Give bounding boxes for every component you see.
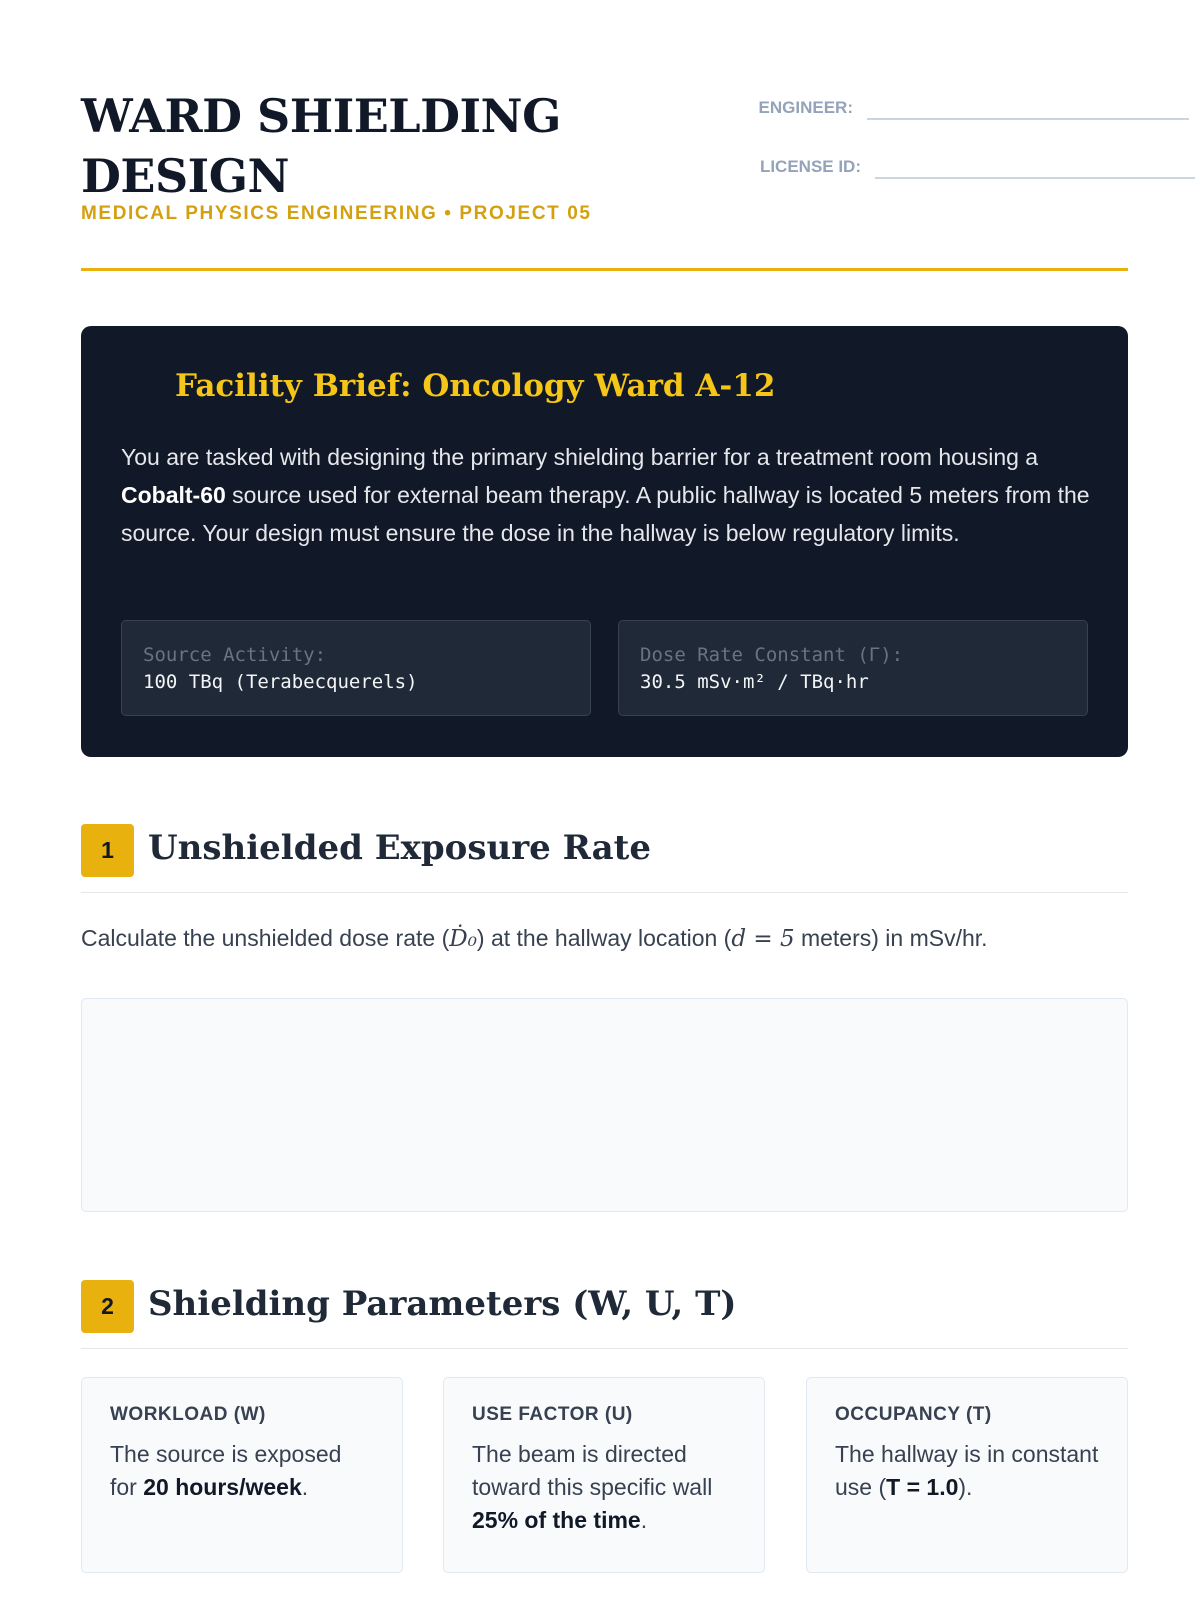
param-text-bold: T = 1.0: [886, 1474, 959, 1500]
param-text: [835, 1438, 1099, 1504]
question-part: ) at the hallway location (: [476, 925, 732, 951]
brief-text-part: You are tasked with designing the primary shielding barrier for a treatment room housing a: [121, 444, 1039, 470]
question-text: [81, 925, 1128, 952]
distance-math: d = 5: [731, 926, 795, 952]
brief-text-part: source used for external beam therapy. A public hallway is located 5 meters from the source. Your design must ensure the dose in the hallway is below regulatory limits.: [121, 482, 1090, 546]
section-divider: [81, 1348, 1128, 1349]
spec-value: 100 TBq (Terabecquerels): [143, 671, 418, 693]
license-id-field[interactable]: [875, 133, 1195, 179]
answer-box[interactable]: [81, 998, 1128, 1212]
param-text: [472, 1438, 736, 1537]
question-part: Calculate the unshielded dose rate (: [81, 925, 450, 951]
param-text: [110, 1438, 374, 1504]
license-signature-row: [695, 133, 1195, 179]
param-text-part: The beam is directed toward this specific wall: [472, 1441, 713, 1500]
spec-label: Source Activity:: [143, 644, 327, 666]
param-text-bold: 20 hours/week: [143, 1474, 302, 1500]
param-text-part: .: [640, 1507, 648, 1533]
section-title: Shielding Parameters (W, U, T): [148, 1284, 737, 1324]
facility-brief: [81, 326, 1128, 757]
brief-text: [121, 438, 1096, 552]
spec-value: 30.5 mSv·m² / TBq·hr: [640, 671, 869, 693]
section-divider: [81, 892, 1128, 893]
header-divider: [81, 268, 1128, 271]
param-text-bold: 25% of the time: [472, 1507, 641, 1533]
section-title: Unshielded Exposure Rate: [148, 828, 651, 868]
param-text-part: ).: [958, 1474, 973, 1500]
page-title: WARD SHIELDING DESIGN: [81, 89, 561, 203]
engineer-label: ENGINEER:: [758, 98, 853, 117]
spec-label: Dose Rate Constant (Γ):: [640, 644, 904, 666]
param-card-workload: [81, 1377, 403, 1573]
param-label: OCCUPANCY (T): [835, 1404, 992, 1425]
param-label: USE FACTOR (U): [472, 1404, 633, 1425]
spec-dose-rate-constant: [618, 620, 1088, 716]
section-number-badge: 1: [81, 824, 134, 877]
param-text-part: .: [301, 1474, 309, 1500]
engineer-signature-row: [695, 88, 1189, 120]
license-label: LICENSE ID:: [759, 157, 861, 176]
param-text-part: The source is exposed for: [110, 1441, 342, 1500]
dose-rate-symbol: Ḋ₀: [449, 926, 477, 952]
param-card-occupancy: [806, 1377, 1128, 1573]
param-label: WORKLOAD (W): [110, 1404, 266, 1425]
section-number-badge: 2: [81, 1280, 134, 1333]
question-part: meters) in mSv/hr.: [794, 925, 988, 951]
spec-source-activity: [121, 620, 591, 716]
brief-text-bold: Cobalt-60: [121, 482, 226, 508]
brief-title: Facility Brief: Oncology Ward A-12: [175, 368, 776, 404]
page-subtitle: MEDICAL PHYSICS ENGINEERING • PROJECT 05: [81, 203, 592, 224]
param-card-use-factor: [443, 1377, 765, 1573]
engineer-field[interactable]: [867, 88, 1189, 120]
worksheet-page: [81, 0, 1128, 1600]
param-text-part: The hallway is in constant use (: [835, 1441, 1099, 1500]
